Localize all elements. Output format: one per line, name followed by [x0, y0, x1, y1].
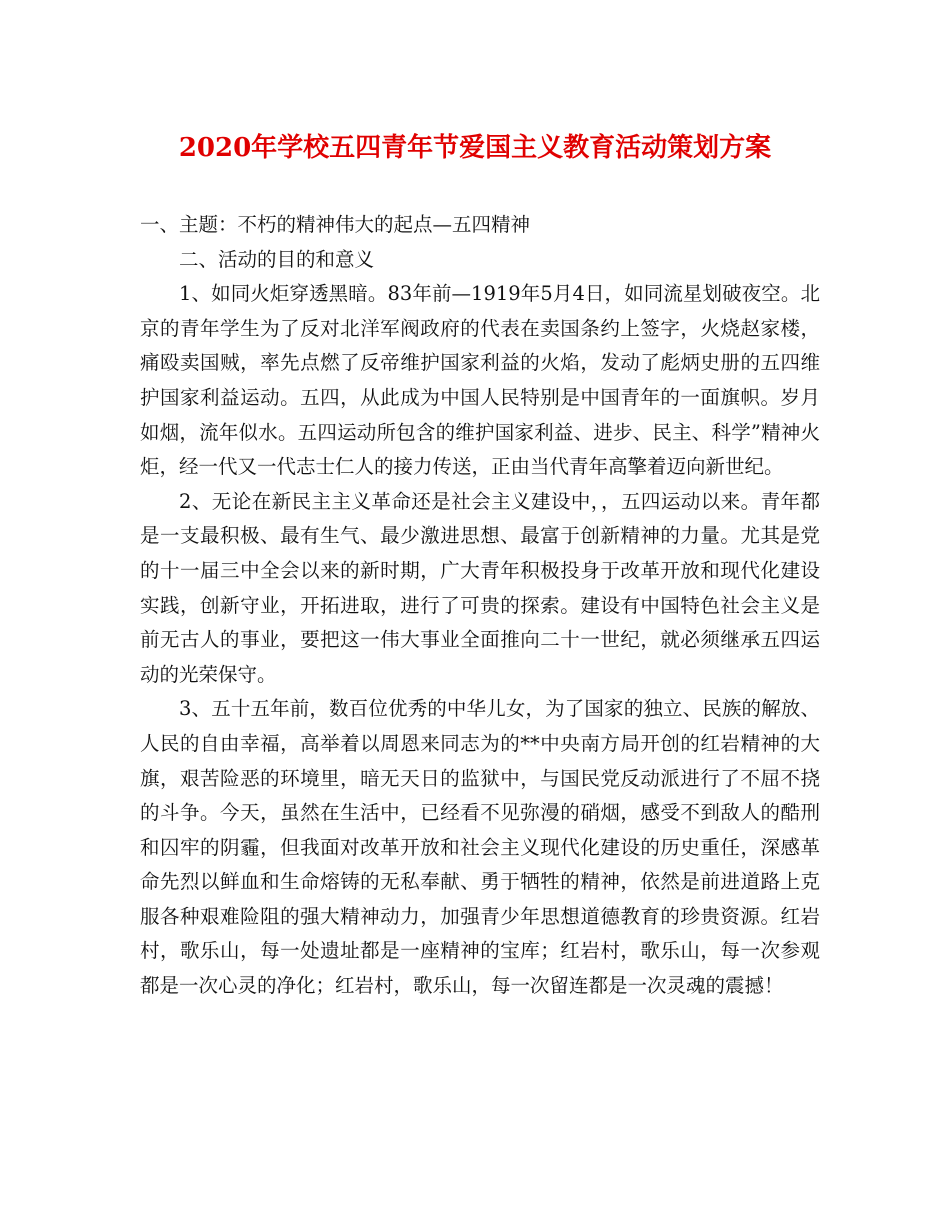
paragraph-1: 1、如同火炬穿透黑暗。83年前—1919年5月4日，如同流星划破夜空。北京的青年学生为了反对北洋军阀政府的代表在卖国条约上签字，火烧赵家楼，痛殴卖国贼，率先点燃了反帝维护国家利益的火焰，发动了彪炳史册的五四维护国家利益运动。五四，从此成为中国人民特别是中国青年的一面旗帜。岁月如烟，流年似水。五四运动所包含的维护国家利益、进步、民主、科学”精神火炬，经一代又一代志士仁人的接力传送，正由当代青年高擎着迈向新世纪。 [140, 282, 820, 479]
section-heading-theme: 一、主题：不朽的精神伟大的起点—五四精神 [140, 213, 531, 236]
paragraph-2: 2、无论在新民主主义革命还是社会主义建设中，，五四运动以来。青年都是一支最积极、最有生气、最少激进思想、最富于创新精神的力量。尤其是党的十一届三中全会以来的新时期，广大青年积极投身于改革开放和现代化建设实践，创新守业，开拓进取，进行了可贵的探索。建设有中国特色社会主义是前无古人的事业，要把这一伟大事业全面推向二十一世纪，就必须继承五四运动的光荣保守。 [140, 489, 820, 686]
paragraph-3: 3、五十五年前，数百位优秀的中华儿女，为了国家的独立、民族的解放、人民的自由幸福，高举着以周恩来同志为的**中央南方局开创的红岩精神的大旗，艰苦险恶的环境里，暗无天日的监狱中，与国民党反动派进行了不屈不挠的斗争。今天，虽然在生活中，已经看不见弥漫的硝烟，感受不到敌人的酷刑和囚牢的阴霾，但我面对改革开放和社会主义现代化建设的历史重任，深感革命先烈以鲜血和生命熔铸的无私奉献、勇于牺牲的精神，依然是前进道路上克服各种艰难险阻的强大精神动力，加强青少年思想道德教育的珍贵资源。红岩村，歌乐山，每一处遗址都是一座精神的宝库；红岩村，歌乐山，每一次参观都是一次心灵的净化；红岩村，歌乐山，每一次留连都是一次灵魂的震撼！ [140, 697, 820, 998]
section-heading-purpose: 二、活动的目的和意义 [179, 247, 375, 271]
document-body [140, 208, 820, 1004]
document-title: 2020年学校五四青年节爱国主义教育活动策划方案 [178, 133, 772, 163]
